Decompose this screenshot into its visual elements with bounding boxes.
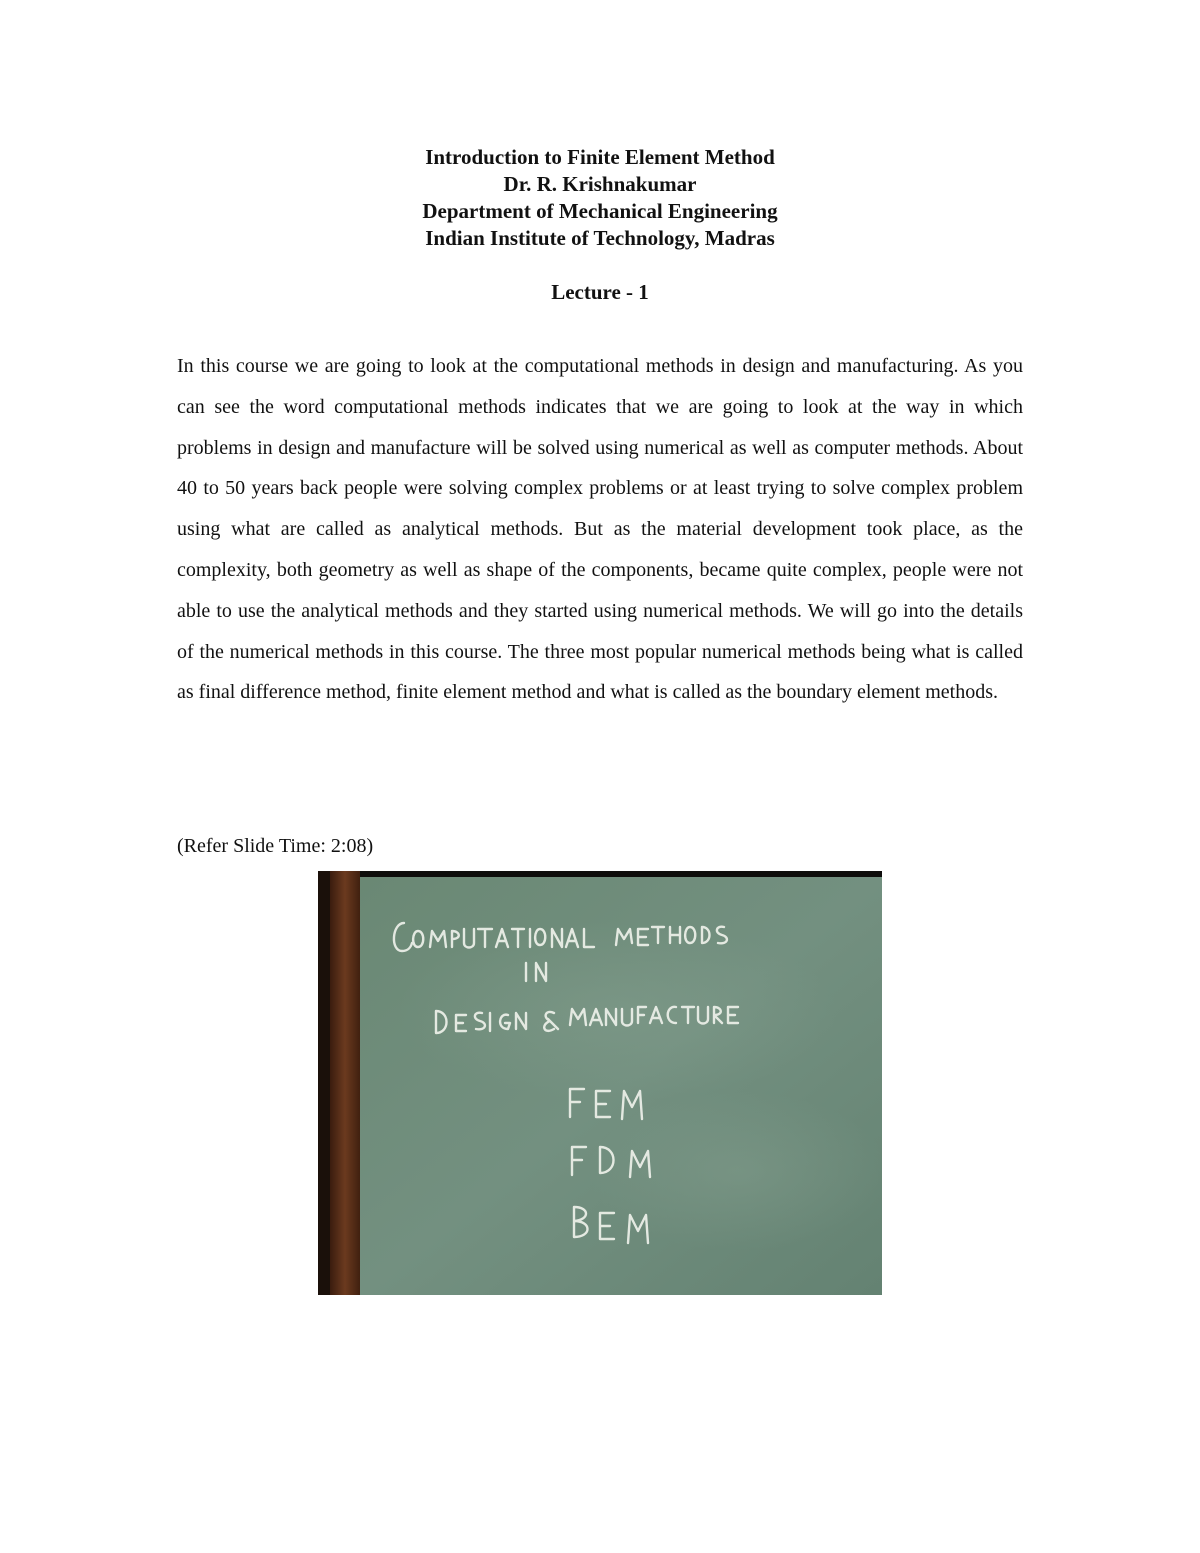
lecture-label: Lecture - 1 [551, 280, 649, 304]
department-name: Department of Mechanical Engineering [422, 199, 778, 223]
institute-name: Indian Institute of Technology, Madras [425, 226, 775, 250]
wooden-frame [330, 871, 360, 1295]
body-paragraph: In this course we are going to look at the computational methods in design and manufacturing. As you can see the word computational methods indicates that we are going to look at the way in which problems in design and manufacture will be solved using numerical as well as computer methods. About 40 to 50 years back people were solving complex problems or at least trying to solve complex problem using what are called as analytical methods. But as the material development took place, as the complexity, both geometry as well as shape of the components, became quite complex, people were not able to use the analytical methods and they started using numerical methods. We will go into the details of the numerical methods in this course. The three most popular numerical methods being what is called as final difference method, finite element method and what is called as the boundary element methods. [177, 355, 1023, 704]
blackboard-slide-image [318, 871, 882, 1295]
document-title: Introduction to Finite Element Method [425, 145, 775, 169]
document-header [0, 144, 1200, 252]
slide-time-reference: (Refer Slide Time: 2:08) [177, 835, 374, 857]
chalk-smudge [398, 921, 838, 1101]
blackboard-illustration [318, 871, 882, 1295]
frame-shadow [318, 871, 330, 1295]
chalk-smudge [588, 1091, 882, 1251]
author-name: Dr. R. Krishnakumar [503, 172, 697, 196]
